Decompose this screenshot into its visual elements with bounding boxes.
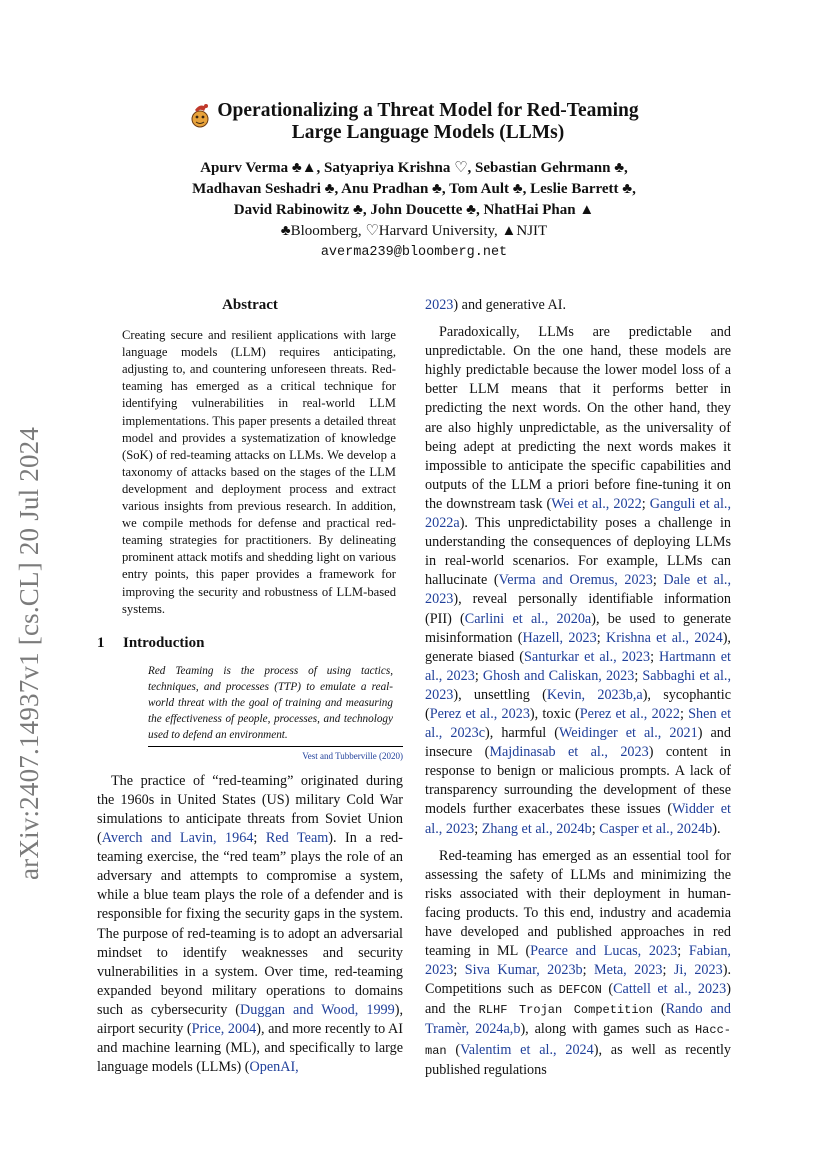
intro-paragraph-2 [425, 323, 731, 839]
body-text: ; [453, 962, 465, 979]
citation-link[interactable]: Siva Kumar, 2023b [464, 962, 583, 979]
epigraph-quote: Red Teaming is the process of using tactics, techniques, and processes (TTP) to emulate a real-world threat with the goal of training and measuring the effectiveness of people, processes, and technology used to defend an environment. [148, 664, 393, 741]
citation-link[interactable]: Pearce and Lucas, 2023 [530, 943, 678, 960]
body-text: ), as well as recently published regulations [425, 1041, 731, 1078]
contact-email[interactable]: averma239@bloomberg.net [320, 245, 508, 260]
body-text: ( [601, 981, 614, 998]
body-text: ; [474, 820, 482, 837]
citation-link[interactable]: Wei et al., 2022 [551, 495, 642, 512]
author-list [0, 158, 828, 221]
paper-header [0, 100, 828, 263]
citation-link[interactable]: Sabbaghi et al., 2023 [425, 667, 732, 703]
citation-link[interactable]: Cattell et al., 2023 [613, 981, 727, 998]
citation-link[interactable]: Averch and Lavin, 1964 [101, 830, 254, 847]
citation-link[interactable]: Kevin, 2023b,a [546, 686, 643, 703]
body-text: ), sycophantic ( [425, 686, 731, 722]
citation-link[interactable]: Dale et al., 2023 [425, 572, 731, 608]
code-term: Hacc-man [425, 1023, 731, 1058]
body-text: ), and more recently to AI and machine learning (ML), and specifically to large language models (LLMs) ( [97, 1021, 403, 1076]
body-text: The practice of “red-teaming” originated during the 1960s in United States (US) military Cold War simulations to anticipate threats from Soviet Union ( [97, 772, 403, 847]
paper-title [217, 100, 638, 144]
body-text: ), reveal personally identifiable information (PII) ( [425, 591, 731, 627]
intro-paragraph-1 [97, 772, 403, 1078]
citation-link[interactable]: Ghosh and Caliskan, 2023 [482, 667, 635, 684]
epigraph-citation[interactable]: Vest and Tubberville (2020) [302, 750, 403, 761]
citation-link[interactable]: Red Team [265, 830, 329, 847]
body-text: ). [712, 820, 721, 837]
citation-link[interactable]: Majdinasab et al., 2023 [489, 744, 649, 761]
citation-link[interactable]: OpenAI, [249, 1059, 299, 1076]
citation-link[interactable]: Shen et al., 2023c [425, 705, 732, 742]
body-text: ; [634, 667, 643, 684]
left-column [97, 296, 403, 1077]
citation-link[interactable]: Verma and Oremus, 2023 [498, 572, 653, 589]
authors-line-1: Apurv Verma ♣▲, Satyapriya Krishna ♡, Sebastian Gehrmann ♣, [200, 160, 628, 176]
authors-line-3: David Rabinowitz ♣, John Doucette ♣, NhatHai Phan ▲ [233, 202, 595, 218]
citation-link[interactable]: Fabian, 2023 [425, 943, 731, 979]
body-text: ), generate biased ( [425, 629, 731, 665]
body-text: Paradoxically, LLMs are predictable and unpredictable. On the one hand, these models are highly predictable because the lower model loss of a better LLM means that it performs better in predicting the next words. On the other hand, they are also highly unpredictable, as the universality of being adept at predicting the next words makes it impossible to anticipate the specific capabilities and outputs of the LLM a priori before fine-tuning it on the downstream task ( [425, 324, 731, 512]
body-text: ), toxic ( [529, 705, 580, 722]
body-text: ; [662, 962, 674, 979]
citation-link[interactable]: Perez et al., 2023 [429, 705, 530, 722]
citation-link[interactable]: Casper et al., 2024b [599, 820, 713, 837]
body-text: ; [591, 820, 600, 837]
body-text: ( [446, 1041, 461, 1058]
code-term: DEFCON [558, 983, 602, 998]
body-text: ) and insecure ( [425, 725, 731, 761]
body-text: ), airport security ( [97, 1001, 404, 1037]
intro-paragraph-1-continued [425, 296, 731, 315]
body-text: ; [474, 667, 483, 684]
citation-link[interactable]: Duggan and Wood, 1999 [240, 1001, 395, 1018]
abstract-text: Creating secure and resilient applications with large language models (LLM) requires anticipating, adjusting to, and countering unforeseen threats. Red-teaming has emerged as a critical technique for identifying vulnerabilities in real-world LLM implementations. This paper presents a detailed threat model and provides a systematization of knowledge (SoK) of red-teaming attacks on LLMs. We develop a taxonomy of attacks based on the stages of the LLM development and deployment process and extract various insights from previous research. In addition, we compile methods for defense and practical red-teaming strategies for practitioners. By delineating prominent attack motifs and shedding light on various entry points, this paper provides a framework for improving the security and robustness of LLM-based systems. [122, 328, 396, 616]
code-term: RLHF Trojan Competition [478, 1003, 653, 1018]
body-text: ) and the [425, 981, 731, 1018]
body-text: ). In a red-teaming exercise, the “red team” plays the role of an adversary and attempts to compromise a system, while a blue team plays the role of a defender and is responsible for fixing the security gaps in the system. The purpose of red-teaming is to adopt an adversarial mindset to identify weaknesses and security vulnerabilities in a system. Over time, red-teaming expanded beyond military operations to domains such as cybersecurity ( [97, 830, 403, 1018]
body-text: ) content in response to benign or malicious prompts. A lack of transparency surrounding the development of these models further exacerbates these issues ( [425, 744, 731, 818]
title-block [0, 100, 828, 144]
citation-link[interactable]: Rando and Tramèr, 2024a,b [425, 1001, 731, 1038]
citation-link[interactable]: Price, 2004 [191, 1021, 257, 1037]
arxiv-side-stamp: arXiv:2407.14937v1 [cs.CL] 20 Jul 2024 [14, 426, 44, 880]
authors-line-2: Madhavan Seshadri ♣, Anu Pradhan ♣, Tom Ault ♣, Leslie Barrett ♣, [192, 181, 636, 197]
body-text: ), along with games such as [520, 1021, 695, 1038]
body-text: ; [582, 962, 595, 979]
citation-link[interactable]: Valentim et al., 2024 [460, 1041, 594, 1058]
body-text: ; [641, 495, 650, 512]
body-text: ( [652, 1001, 666, 1018]
citation-link[interactable]: Weidinger et al., 2021 [558, 725, 698, 742]
citation-link[interactable]: Ganguli et al., 2022a [425, 495, 731, 532]
abstract-heading: Abstract [222, 297, 278, 313]
section-title: Introduction [123, 634, 205, 651]
citation-link[interactable]: Krishna et al., 2024 [605, 629, 723, 646]
body-text: ) and generative AI. [453, 297, 567, 313]
citation-link[interactable]: 2023 [425, 297, 454, 313]
body-text: ), unsettling ( [453, 686, 547, 703]
section-number: 1 [97, 634, 105, 651]
citation-link[interactable]: Santurkar et al., 2023 [524, 648, 651, 665]
citation-link[interactable]: Meta, 2023 [594, 962, 663, 979]
body-text: ; [596, 629, 606, 646]
citation-link[interactable]: Ji, 2023 [673, 962, 723, 979]
affiliations: ♣Bloomberg, ♡Harvard University, ▲NJIT [280, 223, 548, 239]
body-text: ; [253, 830, 266, 847]
body-text: Red-teaming has emerged as an essential tool for assessing the safety of LLMs and minimizing the risks associated with their deployment in human-facing products. To this end, industry and academia have developed and published approaches in red teaming in ML ( [425, 847, 731, 960]
citation-link[interactable]: Perez et al., 2022 [579, 705, 680, 722]
title-line-2: Large Language Models (LLMs) [291, 122, 565, 143]
body-text: ). Competitions such as [425, 962, 731, 998]
body-text: ). This unpredictability poses a challenge in understanding the consequences of deploying LLMs in real-world scenarios. For example, LLMs can hallucinate ( [425, 515, 731, 589]
citation-link[interactable]: Hartmann et al., 2023 [425, 648, 731, 684]
red-team-mascot-icon [189, 102, 211, 128]
body-text: ; [677, 943, 689, 960]
citation-link[interactable]: Zhang et al., 2024b [481, 820, 592, 837]
citation-link[interactable]: Carlini et al., 2020a [464, 610, 592, 627]
body-text: ), harmful ( [485, 725, 559, 742]
title-line-1: Operationalizing a Threat Model for Red-Teaming [217, 100, 639, 121]
body-text: ), be used to generate misinformation ( [425, 610, 732, 646]
citation-link[interactable]: Widder et al., 2023 [425, 801, 732, 837]
body-text: ; [652, 572, 664, 589]
body-text: ; [679, 705, 689, 722]
body-text: ; [650, 648, 660, 665]
section-heading-introduction [97, 634, 403, 653]
right-column [425, 296, 731, 1080]
citation-link[interactable]: Hazell, 2023 [522, 629, 597, 646]
intro-paragraph-3 [425, 847, 731, 1080]
epigraph-divider [148, 746, 403, 747]
